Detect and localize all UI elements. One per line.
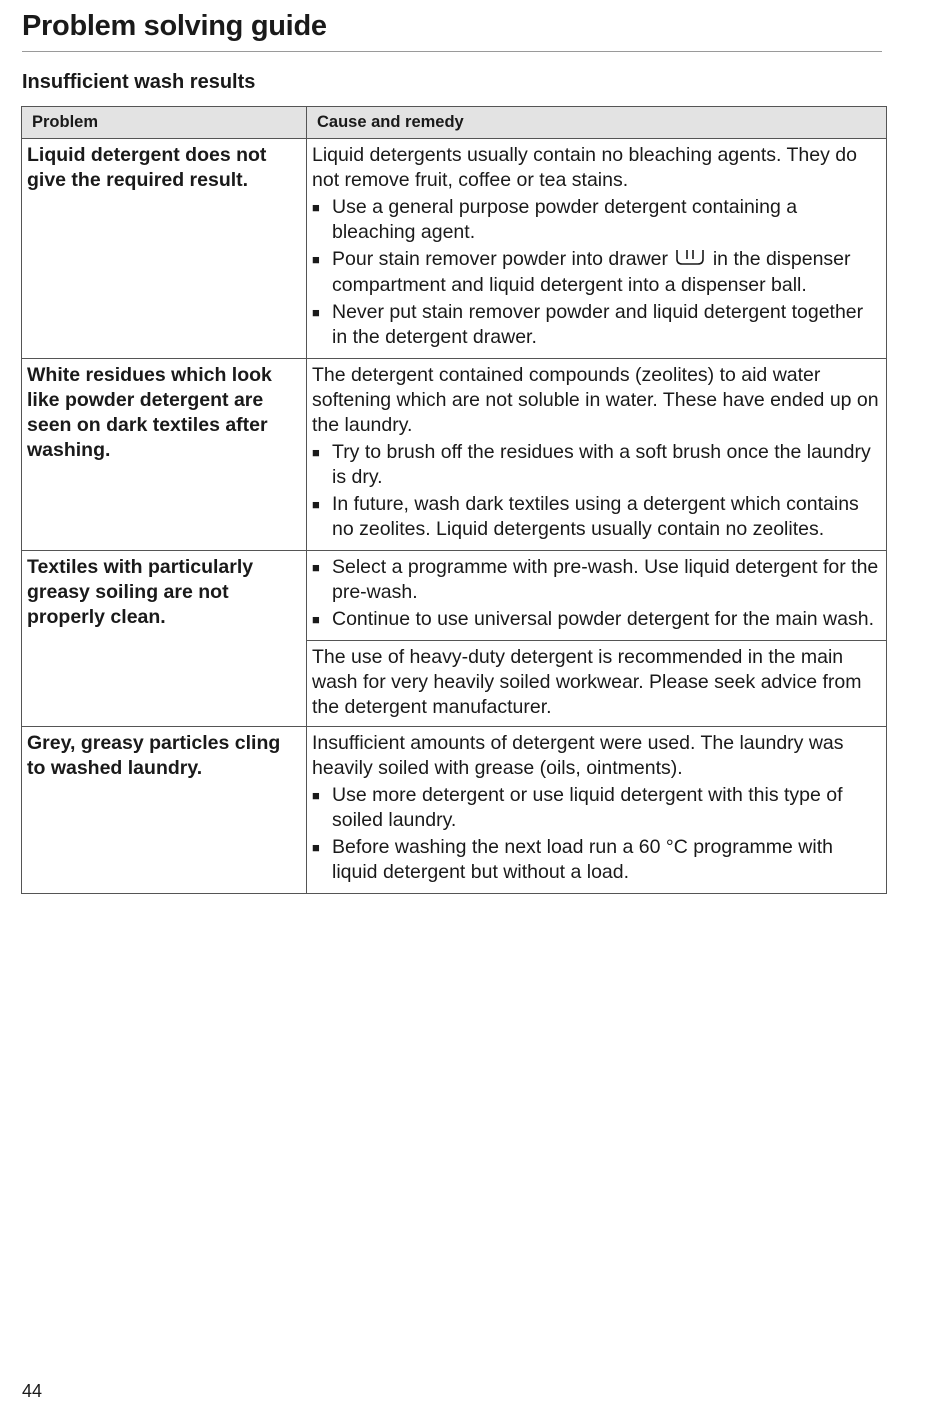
remedy-text: Use a general purpose powder detergent containing a bleaching agent. [332, 196, 798, 243]
remedy-item [312, 835, 881, 885]
table-header-row [22, 107, 887, 139]
page-number: 44 [22, 1381, 43, 1401]
bullet-icon: ■ [312, 445, 320, 460]
cause-cell [307, 139, 887, 359]
remedy-text: In future, wash dark textiles using a detergent which contains no zeolites. Liquid detergents usually contain no zeolites. [332, 493, 859, 540]
column-header-cause: Cause and remedy [307, 107, 887, 139]
page-title: Problem solving guide [22, 10, 327, 42]
remedy-item [312, 440, 881, 490]
remedy-text: Use more detergent or use liquid detergent with this type of soiled laundry. [332, 784, 843, 831]
bullet-icon: ■ [312, 612, 320, 627]
bullet-icon: ■ [312, 788, 320, 803]
problem-cell: Textiles with particularly greasy soiling are not properly clean. [22, 551, 307, 727]
problem-cell: Liquid detergent does not give the required result. [22, 139, 307, 359]
table-row [22, 551, 887, 641]
cause-cell [307, 551, 887, 641]
remedy-list [312, 783, 881, 885]
remedy-text: Select a programme with pre-wash. Use liquid detergent for the pre-wash. [332, 556, 879, 603]
cause-text: Insufficient amounts of detergent were used. The laundry was heavily soiled with grease (oils, ointments). [312, 732, 844, 779]
cause-cell [307, 727, 887, 894]
remedy-item [312, 195, 881, 245]
section-title: Insufficient wash results [22, 71, 256, 93]
table-row [22, 727, 887, 894]
remedy-list [312, 555, 881, 632]
bullet-icon: ■ [312, 497, 320, 512]
cause-text: The detergent contained compounds (zeolites) to aid water softening which are not soluble in water. These have ended up on the laundry. [312, 364, 879, 436]
remedy-item [312, 555, 881, 605]
cause-text: Liquid detergents usually contain no bleaching agents. They do not remove fruit, coffee or tea stains. [312, 144, 857, 191]
remedy-list [312, 440, 881, 542]
remedy-text: Continue to use universal powder detergent for the main wash. [332, 608, 874, 630]
table-row [22, 359, 887, 551]
remedy-text-suffix: in the dispenser compartment and liquid detergent into a dispenser ball. [332, 248, 851, 296]
bullet-icon: ■ [312, 200, 320, 215]
cause-cell [307, 359, 887, 551]
column-header-problem: Problem [22, 107, 307, 139]
remedy-text: Before washing the next load run a 60 °C programme with liquid detergent but without a load. [332, 836, 833, 883]
remedy-item [312, 783, 881, 833]
bullet-icon: ■ [312, 840, 320, 855]
title-divider [22, 51, 882, 52]
remedy-item [312, 607, 881, 632]
remedy-text: Try to brush off the residues with a soft brush once the laundry is dry. [332, 441, 871, 488]
remedy-text: Never put stain remover powder and liquid detergent together in the detergent drawer. [332, 301, 864, 348]
remedy-item [312, 492, 881, 542]
remedy-item [312, 300, 881, 350]
cause-text: The use of heavy-duty detergent is recommended in the main wash for very heavily soiled workwear. Please seek advice from the detergent manufacturer. [312, 646, 862, 718]
remedy-item [312, 247, 881, 298]
problem-cell: White residues which look like powder detergent are seen on dark textiles after washing. [22, 359, 307, 551]
bullet-icon: ■ [312, 305, 320, 320]
drawer-compartment-icon [675, 248, 705, 273]
bullet-icon: ■ [312, 560, 320, 575]
bullet-icon: ■ [312, 252, 320, 267]
cause-cell [307, 641, 887, 727]
table-row [22, 139, 887, 359]
remedy-text: Pour stain remover powder into drawer [332, 248, 668, 270]
remedy-list [312, 195, 881, 350]
problem-solving-table [21, 106, 887, 894]
problem-cell: Grey, greasy particles cling to washed laundry. [22, 727, 307, 894]
